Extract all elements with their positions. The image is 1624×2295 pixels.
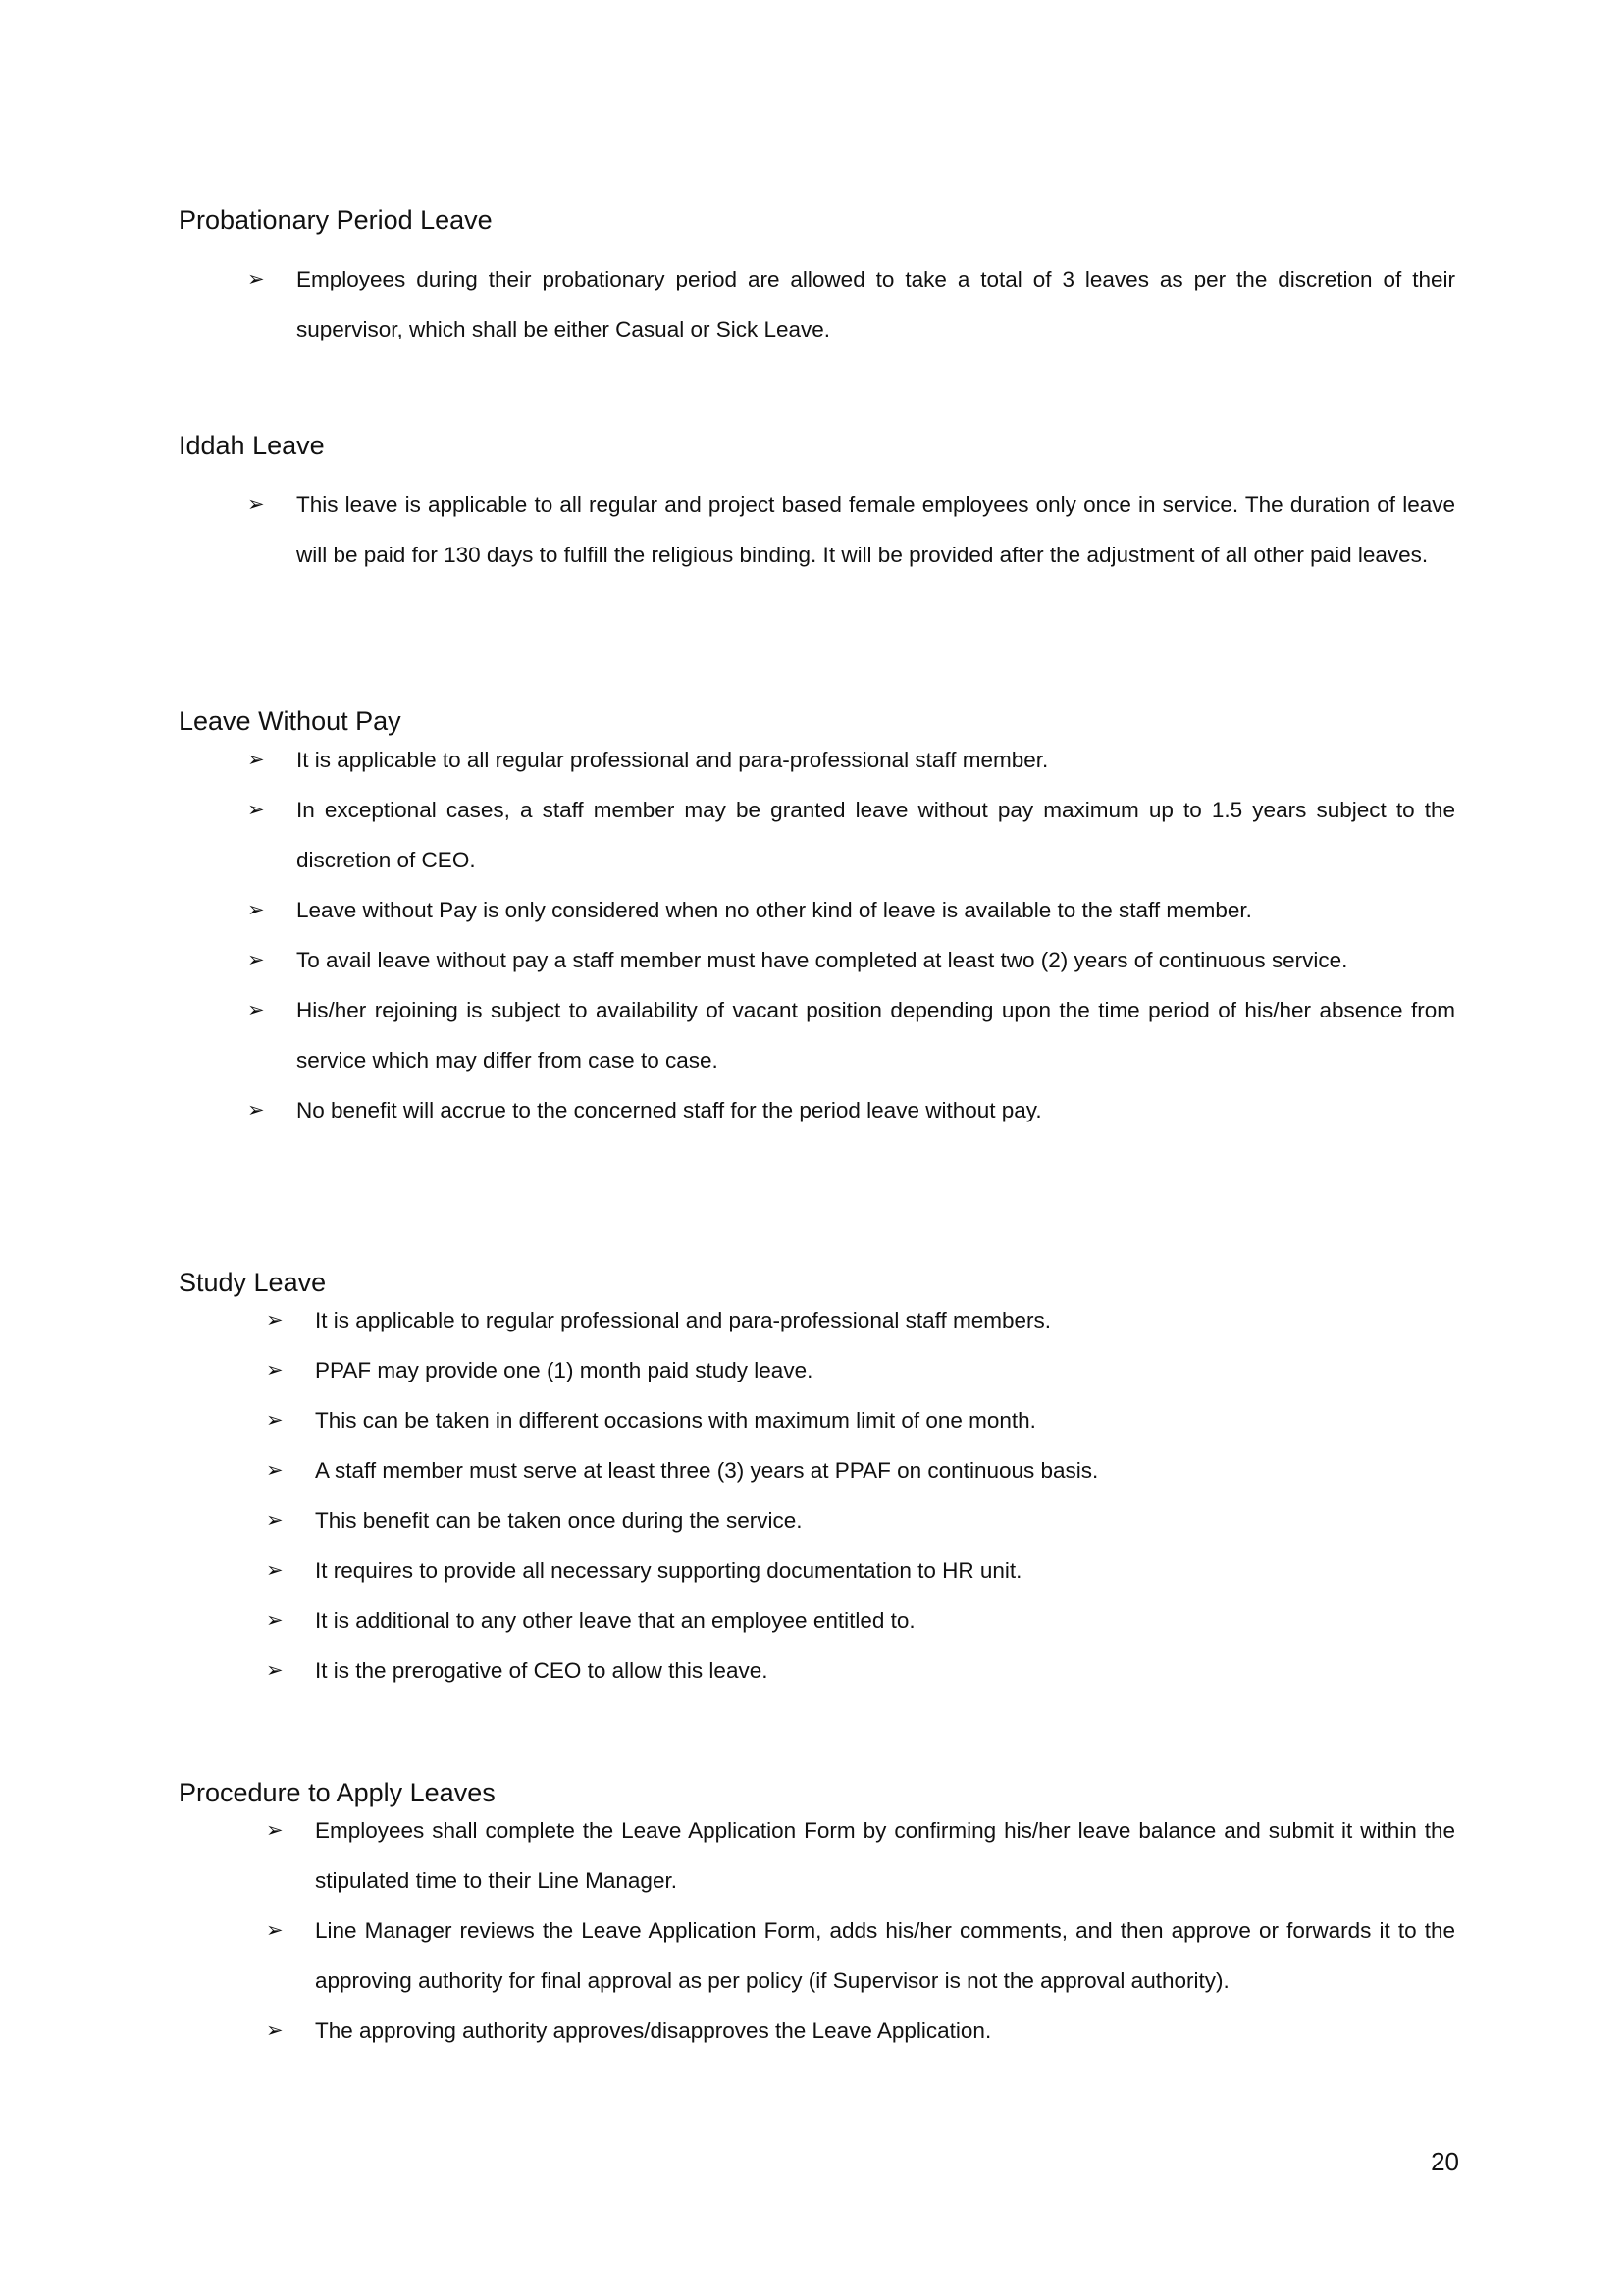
bullet-list [247, 254, 1455, 354]
list-item [266, 1545, 1455, 1595]
arrowhead-bullet-icon: ➢ [266, 1409, 284, 1432]
list-item [266, 1395, 1455, 1445]
bullet-list [266, 1295, 1455, 1695]
section-heading: Study Leave [179, 1268, 327, 1297]
arrowhead-bullet-icon: ➢ [266, 1509, 284, 1532]
list-item [247, 785, 1455, 885]
arrowhead-bullet-icon: ➢ [266, 1609, 284, 1632]
list-item-text: To avail leave without pay a staff member must have completed at least two (2) years of continuous service. [296, 948, 1348, 972]
arrowhead-bullet-icon: ➢ [266, 1559, 284, 1582]
list-item [266, 1645, 1455, 1695]
list-item [266, 1595, 1455, 1645]
list-item-text: Line Manager reviews the Leave Application Form, adds his/her comments, and then approve or forwards it to the approving authority for final approval as per policy (if Supervisor is not the approval authority). [315, 1918, 1455, 1993]
list-item [266, 1445, 1455, 1495]
list-item-text: Employees shall complete the Leave Application Form by confirming his/her leave balance and submit it within the stipulated time to their Line Manager. [315, 1818, 1455, 1893]
list-item-text: This benefit can be taken once during the service. [315, 1508, 803, 1533]
list-item-text: No benefit will accrue to the concerned staff for the period leave without pay. [296, 1098, 1042, 1122]
list-item [247, 480, 1455, 580]
arrowhead-bullet-icon: ➢ [247, 268, 265, 290]
arrowhead-bullet-icon: ➢ [247, 799, 265, 821]
arrowhead-bullet-icon: ➢ [247, 999, 265, 1021]
arrowhead-bullet-icon: ➢ [266, 1359, 284, 1382]
list-item-text: His/her rejoining is subject to availability of vacant position depending upon the time period of his/her absence from service which may differ from case to case. [296, 998, 1455, 1072]
arrowhead-bullet-icon: ➢ [247, 949, 265, 971]
list-item-text: PPAF may provide one (1) month paid study leave. [315, 1358, 813, 1382]
list-item-text: This leave is applicable to all regular and project based female employees only once in service. The duration of leave will be paid for 130 days to fulfill the religious binding. It will be provided after the adjustment of all other paid leaves. [296, 493, 1455, 567]
page-number: 20 [1431, 2147, 1459, 2176]
list-item [247, 254, 1455, 354]
list-item-text: Leave without Pay is only considered when no other kind of leave is available to the staff member. [296, 898, 1252, 922]
list-item-text: It is applicable to all regular professional and para-professional staff member. [296, 748, 1049, 772]
list-item [266, 1905, 1455, 2006]
section-heading: Leave Without Pay [179, 706, 401, 736]
list-item [266, 1805, 1455, 1905]
section-heading: Probationary Period Leave [179, 205, 493, 235]
list-item-text: It is additional to any other leave that an employee entitled to. [315, 1608, 916, 1633]
arrowhead-bullet-icon: ➢ [266, 1819, 284, 1842]
bullet-list [247, 735, 1455, 1135]
list-item-text: Employees during their probationary period are allowed to take a total of 3 leaves as per the discretion of their supervisor, which shall be either Casual or Sick Leave. [296, 267, 1455, 341]
section-heading: Procedure to Apply Leaves [179, 1778, 496, 1807]
list-item [266, 1295, 1455, 1345]
list-item-text: It is the prerogative of CEO to allow this leave. [315, 1658, 768, 1683]
arrowhead-bullet-icon: ➢ [247, 749, 265, 771]
arrowhead-bullet-icon: ➢ [266, 1459, 284, 1482]
list-item-text: It is applicable to regular professional and para-professional staff members. [315, 1308, 1051, 1332]
list-item [247, 735, 1455, 785]
arrowhead-bullet-icon: ➢ [247, 494, 265, 516]
list-item [247, 1085, 1455, 1135]
list-item-text: It requires to provide all necessary supporting documentation to HR unit. [315, 1558, 1022, 1583]
arrowhead-bullet-icon: ➢ [266, 2019, 284, 2042]
list-item-text: A staff member must serve at least three (3) years at PPAF on continuous basis. [315, 1458, 1099, 1483]
list-item-text: The approving authority approves/disapproves the Leave Application. [315, 2018, 992, 2043]
arrowhead-bullet-icon: ➢ [247, 1099, 265, 1121]
list-item-text: This can be taken in different occasions with maximum limit of one month. [315, 1408, 1036, 1433]
list-item [247, 985, 1455, 1085]
list-item [266, 1345, 1455, 1395]
list-item [266, 2006, 1455, 2056]
section-heading: Iddah Leave [179, 431, 325, 460]
arrowhead-bullet-icon: ➢ [266, 1919, 284, 1942]
arrowhead-bullet-icon: ➢ [247, 899, 265, 921]
list-item [247, 935, 1455, 985]
bullet-list [247, 480, 1455, 580]
arrowhead-bullet-icon: ➢ [266, 1309, 284, 1331]
list-item-text: In exceptional cases, a staff member may be granted leave without pay maximum up to 1.5 years subject to the discretion of CEO. [296, 798, 1455, 872]
list-item [247, 885, 1455, 935]
bullet-list [266, 1805, 1455, 2056]
arrowhead-bullet-icon: ➢ [266, 1659, 284, 1682]
list-item [266, 1495, 1455, 1545]
